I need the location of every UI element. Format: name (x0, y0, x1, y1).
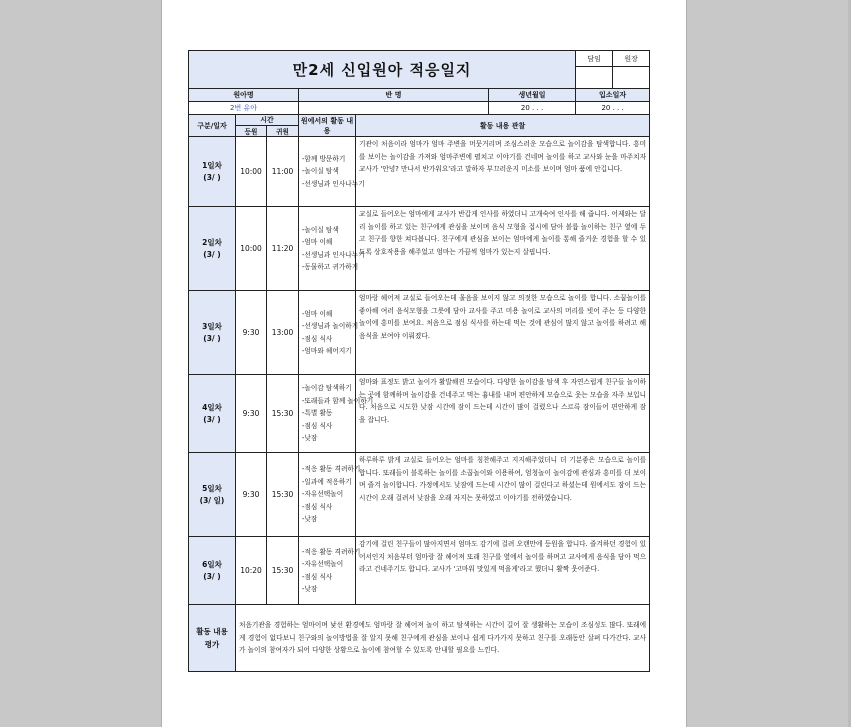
division-header: 구분/일자 (189, 115, 236, 137)
evaluation-row (189, 605, 650, 672)
observation-note: 엄마랑 헤어져 교실로 들어오는데 울음을 보이지 않고 의젓한 모습으로 놀이를 합니다. 소꿉놀이를 좋아해 여러 음식모형을 그릇에 담아 교사를 주고 미용 놀이로 교사의 머리를 빗어 주는 등 다양한 놀이에 흥미를 보여요. 처음으로 점심 식사를 하는데 먹는 것에 관심이 많지 않고 놀이를 하려고 해 음식을 보여야 이뤄졌다. (356, 291, 650, 375)
approval-teacher-sign (576, 67, 613, 89)
departure-time: 11:20 (267, 207, 299, 291)
day-row (189, 375, 650, 453)
activity-item: -엄마 이해 (302, 309, 333, 318)
activity-item: -낮잠 (302, 515, 318, 524)
arrival-time: 9:30 (236, 453, 267, 537)
activity-item: -적응 활동 격려하기 (302, 465, 361, 474)
time-header: 시간 (236, 115, 299, 126)
activity-item: -낮잠 (302, 434, 318, 443)
class-name-value (299, 102, 489, 115)
activity-item: -또래들과 함께 놀이하기 (302, 396, 374, 405)
activity-item: -선생님과 인사나누기 (302, 179, 365, 188)
evaluation-text: 처음기관을 경험하는 엄마이며 낯선 환경에도 엄마랑 잘 헤어져 놀이 하고 탐색하는 시간이 길어 잘 생활하는 모습이 조심성도 많다. 또래에게 경험이 없다보니 친구와의 놀이방법을 잘 알지 못해 친구에게 관심을 보이나 쉽게 다가가지 못하고 친구를 오래동안 살펴 다가간다. 교사가 놀이의 참여자가 되어 다양한 상황으로 놀이에 참여할 수 있도록 안내할 필요를 느낀다. (236, 605, 650, 672)
observation-header: 활동 내용 관찰 (356, 115, 650, 137)
departure-time: 15:30 (267, 453, 299, 537)
activity-item: -선생님과 놀이하기 (302, 322, 359, 330)
arrival-time: 9:30 (236, 291, 267, 375)
day-row (189, 137, 650, 207)
day-row (189, 537, 650, 605)
activity-item: -엄마와 헤어지기 (302, 347, 352, 355)
day-label: 1일차 (3/ ) (189, 137, 236, 207)
evaluation-label: 활동 내용 평가 (189, 605, 236, 672)
day-label: 4일차 (3/ ) (189, 375, 236, 453)
activities-header: 원에서의 활동 내용 (299, 115, 356, 137)
day-label: 3일차 (3/ ) (189, 291, 236, 375)
activity-item: -놀이실 탐색 (302, 225, 339, 234)
day-label: 5일차 (3/ 일) (189, 453, 236, 537)
activity-item: -엄마 이해 (302, 238, 333, 246)
activity-item: -자유선택놀이 (302, 560, 344, 568)
activity-list (299, 375, 374, 453)
approval-director-label: 원장 (613, 51, 650, 67)
approval-director-sign (613, 67, 650, 89)
activity-item: -함께 방문하기 (302, 154, 346, 163)
day-label: 2일차 (3/ ) (189, 207, 236, 291)
arrival-time: 9:30 (236, 375, 267, 453)
day-row (189, 207, 650, 291)
arrival-time: 10:00 (236, 207, 267, 291)
day-label: 6일차 (3/ ) (189, 537, 236, 605)
activity-item: -동물하고 귀가하기 (302, 263, 359, 271)
activity-list (299, 207, 365, 291)
arrival-time: 10:20 (236, 537, 267, 605)
activity-item: -낮잠 (302, 585, 318, 593)
birthdate-header: 생년월일 (489, 89, 576, 102)
activity-item: -놀이실 탐색 (302, 167, 339, 176)
arrival-time: 10:00 (236, 137, 267, 207)
observation-note: 교실로 들어오는 엄마에게 교사가 반갑게 인사를 하였더니 고개숙여 인사를 해 줍니다. 어제와는 달리 놀이를 하고 있는 친구에게 관심을 보이며 음식 모형을 접시에 담아 볼륨 놀이하는 친구 옆에 두고 친구를 향한 쳐다봅니다. 친구에게 관심을 보이는 엄마에게 놀이를 통해 즐거운 경험을 할 수 있도록 상호작용을 해주었고 엄마는 가끔씩 엄마가 있는지 살핍니다. (356, 207, 650, 291)
child-name-header: 원아명 (189, 89, 299, 102)
activity-list (299, 291, 359, 375)
activity-item: -적응 활동 격려하기 (302, 547, 361, 556)
adaptation-log-table (188, 50, 650, 672)
departure-time: 13:00 (267, 291, 299, 375)
observation-note: 감기에 걸린 친구들이 많아지면서 엄마도 감기에 걸려 오랜만에 등원을 합니다. 즐겨하던 경험이 있어서인지 처음부터 엄마랑 잘 헤어져 또래 친구를 옆에서 놀이를 하며고 교사에게 음식을 담아 먹으라고 건네주기도 합니다. 교사가 '고마워 맛있게 먹을게'라고 했더니 활짝 웃어준다. (356, 537, 650, 605)
enroll-date-value: 20 . . . (576, 102, 650, 115)
approval-teacher-label: 담임 (576, 51, 613, 67)
activity-item: -일과에 적응하기 (302, 477, 352, 486)
activity-item: -점심 식사 (302, 334, 333, 343)
day-row (189, 291, 650, 375)
departure-time: 15:30 (267, 375, 299, 453)
day-row (189, 453, 650, 537)
departure-time: 11:00 (267, 137, 299, 207)
child-name-value: 2번 유아 (189, 102, 299, 115)
arrival-header: 등원 (236, 126, 267, 137)
page-title: 만2세 신입원아 적응일지 (189, 51, 576, 89)
enroll-date-header: 입소일자 (576, 89, 650, 102)
activity-item: -점심 식사 (302, 421, 333, 430)
activity-item: -놀이감 탐색하기 (302, 384, 352, 393)
activity-list (299, 453, 361, 537)
class-name-header: 반 명 (299, 89, 489, 102)
activity-list (299, 137, 365, 207)
activity-item: -선생님과 인사나누기 (302, 250, 365, 259)
activity-item: -점심 식사 (302, 572, 333, 581)
activity-item: -자유선택놀이 (302, 490, 344, 499)
activity-item: -점심 식사 (302, 502, 333, 511)
observation-note: 엄마와 표정도 밝고 놀이가 활발해진 모습이다. 다양한 놀이감을 탐색 후 자연스럽게 친구들 놀이하는 곳에 함께하며 놀이감을 건네주고 먹는 흉내를 내며 편안하게 모습으로 웃는 모습을 자주 보입니다. 처음으로 시도한 낮잠 시간에 잠이 드는데 시간이 많이 걸렸으나 스르륵 잠이들어 편안하게 잠을 잡니다. (356, 375, 650, 453)
activity-list (299, 537, 361, 605)
activity-item: -특별 활동 (302, 409, 333, 418)
departure-header: 귀원 (267, 126, 299, 137)
birthdate-value: 20 . . . (489, 102, 576, 115)
departure-time: 15:30 (267, 537, 299, 605)
observation-note: 하루하루 밝게 교실로 들어오는 엄마를 칭찬해주고 지지해주었더니 더 기분좋은 모습으로 놀이를 합니다. 또래들이 블록하는 놀이를 소꿉놀이와 이용하여, 엄청놀이 놀이감에 관심과 흥미를 더 보이며 즐겨 놀이합니다. 가정에서도 낮잠에 드는데 시간이 많이 걸린다고 하셨는데 원에서도 잠이 드는 시간이 오래 걸려서 낮잠을 오래 자지는 못하였고 이야기를 전하였습니다. (356, 453, 650, 537)
observation-note: 기관이 처음이라 엄마가 엄마 주변을 머뭇거리며 조심스러운 모습으로 놀이감을 탐색합니다. 흥미를 보이는 놀이감을 가져와 엄마주변에 펼치고 이야기를 건네며 놀이를 하고 교사와 눈을 마주치자 교사가 '안녕? 만나서 반가워요'라고 말하자 부끄러운지 미소를 보이며 엄마 품에 안깁니다. (356, 137, 650, 207)
